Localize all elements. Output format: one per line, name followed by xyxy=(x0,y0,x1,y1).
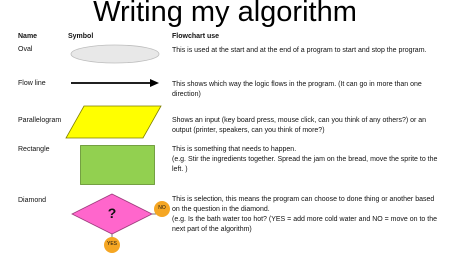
row-name-parallelogram: Parallelogram xyxy=(18,117,62,124)
header-name: Name xyxy=(18,33,38,40)
row-use-rectangle: This is something that needs to happen. (e.g. Stir the ingredients together. Spread the jam on the bread, move the sprite to the left. ) xyxy=(172,146,438,173)
header-use: Flowchart use xyxy=(172,33,220,40)
header-symbol: Symbol xyxy=(68,33,94,40)
row-name-rectangle: Rectangle xyxy=(18,146,50,153)
row-use-parallelogram: Shows an input (key board press, mouse click, can you think of any others?) or an output (printer, speakers, can you think of more?) xyxy=(172,117,427,134)
diamond-question-mark: ? xyxy=(107,205,117,221)
row-name-diamond: Diamond xyxy=(18,197,47,204)
diamond-no-label: NO xyxy=(158,205,166,211)
row-use-diamond: This is selection, this means the program can choose to done thing or another based on the question in the diamond. (e.g. Is the bath water too hot? (YES = add more cold water and NO = move on to the next part of the algorithm) xyxy=(172,196,437,233)
oval-symbol xyxy=(70,44,160,64)
flow-line-arrow-icon xyxy=(70,76,160,90)
page-title: Writing my algorithm xyxy=(93,0,357,28)
row-name-flow-line: Flow line xyxy=(18,80,46,87)
row-use-oval: This is used at the start and at the end of a program to start and stop the program. xyxy=(172,47,427,54)
rectangle-symbol xyxy=(80,145,155,185)
row-use-flow-line: This shows which way the logic flows in the program. (It can go in more than one direction) xyxy=(172,81,422,98)
row-name-oval: Oval xyxy=(18,46,33,53)
parallelogram-symbol xyxy=(64,105,164,139)
diamond-symbol xyxy=(66,193,176,253)
diamond-yes-label: YES xyxy=(106,241,117,247)
